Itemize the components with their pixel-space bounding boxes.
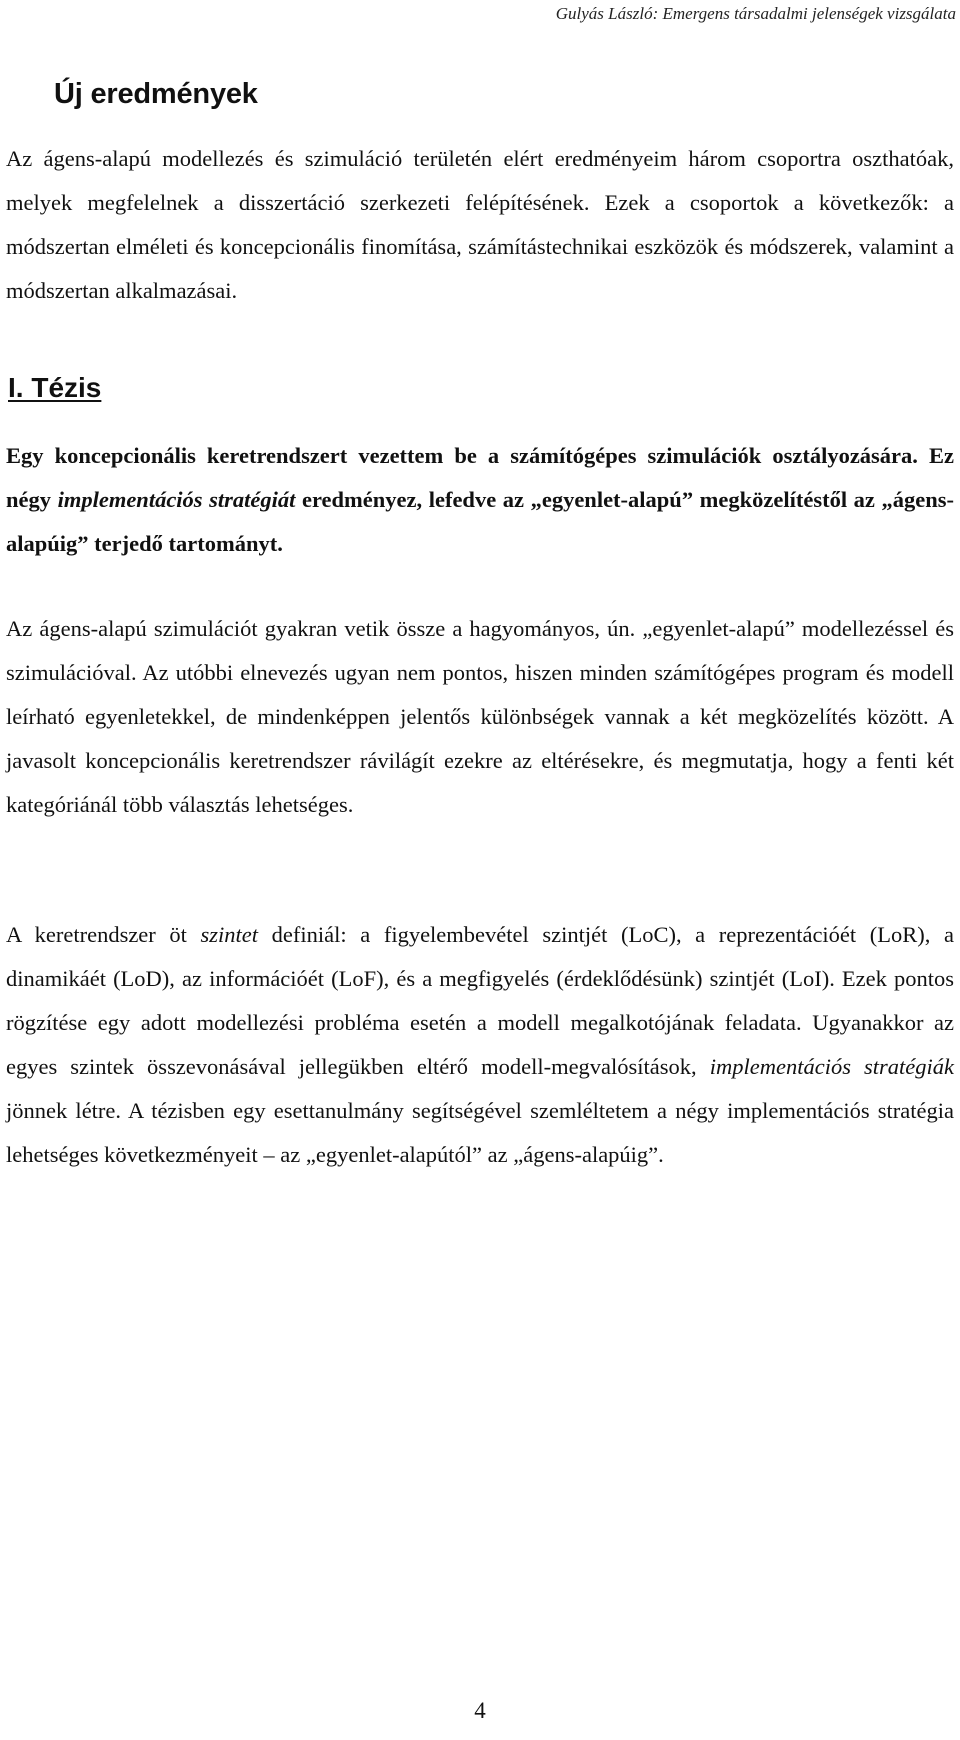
simulation-paragraph: Az ágens-alapú szimulációt gyakran vetik össze a hagyományos, ún. „egyenlet-alapú” modellezéssel és szimulációval. Az utóbbi elnevezés ugyan nem pontos, hiszen minden számítógépes program és modell leírható egyenletekkel, de mindenképpen jelentős különbségek vannak a két megközelítés között. A javasolt koncepcionális keretrendszer rávilágít ezekre az eltérésekre, és megmutatja, hogy a fenti két kategóriánál több választás lehetséges. <box>6 616 954 817</box>
framework-emphasis-levels: szintet <box>200 922 259 947</box>
framework-paragraph <box>6 913 954 1177</box>
thesis-statement <box>6 434 954 566</box>
thesis-statement-text-end: eredményez, lefedve az „egyenlet-alapú” megközelítéstől az „ágens-alapúig” terjedő tartományt. <box>6 487 954 556</box>
intro-paragraph: Az ágens-alapú modellezés és szimuláció területén elért eredményeim három csoportra oszthatóak, melyek megfelelnek a disszertáció szerkezeti felépítésének. Ezek a csoportok a következők: a módszertan elméleti és koncepcionális finomítása, számítástechnikai eszközök és módszerek, valamint a módszertan alkalmazásai. <box>6 146 954 303</box>
framework-text-2: definiál: a figyelembevétel szintjét (LoC), a reprezentációét (LoR), a dinamikáét (LoD), az információét (LoF), és a megfigyelés (érdeklődésünk) szintjét (LoI). Ezek pontos rögzítése egy adott modellezési probléma esetén a modell megalkotójának feladata. Ugyanakkor az egyes szintek összevonásával jellegükben eltérő modell-megvalósítások, <box>6 922 954 1079</box>
page-number: 4 <box>474 1698 486 1723</box>
section-title: Új eredmények <box>54 78 258 110</box>
framework-text-1: A keretrendszer öt <box>6 922 201 947</box>
framework-emphasis-strategies: implementációs stratégiák <box>709 1054 954 1079</box>
thesis-statement-emphasis: implementációs stratégiát <box>57 487 296 512</box>
framework-text-3: jönnek létre. A tézisben egy esettanulmány segítségével szemléltetem a négy implementációs stratégia lehetséges következményeit – az „egyenlet-alapútól” az „ágens-alapúig”. <box>6 1098 954 1167</box>
running-header: Gulyás László: Emergens társadalmi jelenségek vizsgálata <box>555 4 956 23</box>
thesis-title: I. Tézis <box>8 372 102 403</box>
thesis-statement-text: Egy koncepcionális keretrendszert vezettem be a számítógépes szimulációk osztályozására. Ez négy <box>6 443 954 512</box>
